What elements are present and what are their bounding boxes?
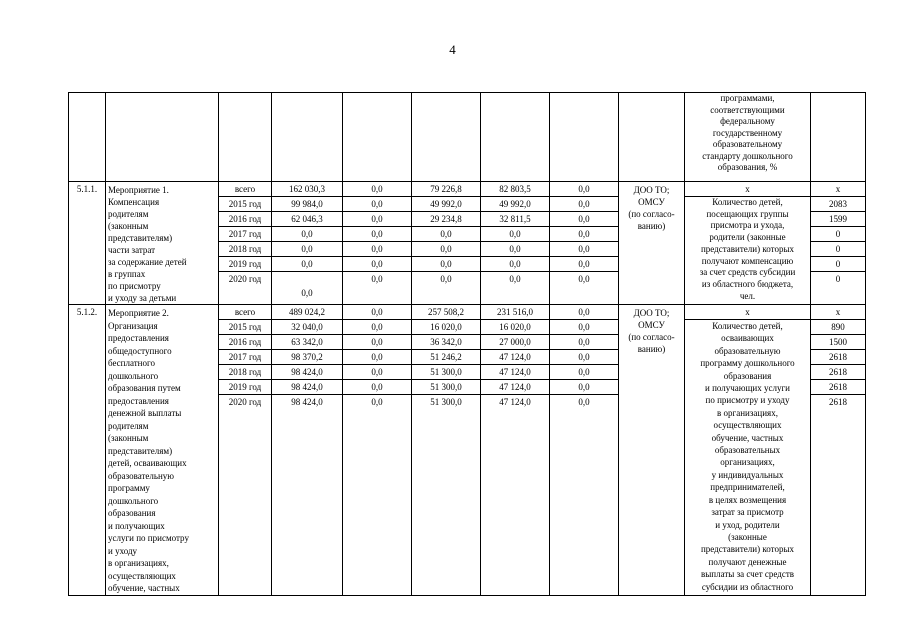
total-value: 0,0 bbox=[272, 227, 342, 242]
indicator-cell: программами, соответствующими федеральному государственному образовательному стандарту дошкольного образования, % bbox=[685, 93, 811, 182]
table-row-continuation bbox=[69, 93, 866, 182]
total-value: 98 370,2 bbox=[272, 350, 342, 365]
other-value: 0,0 bbox=[550, 380, 618, 395]
other-value: 0,0 bbox=[578, 274, 590, 284]
indicator-value: 2618 bbox=[811, 350, 865, 365]
total-value: 32 040,0 bbox=[272, 320, 342, 335]
year-label: 2016 год bbox=[219, 335, 271, 350]
value-cell bbox=[811, 305, 866, 596]
description-cell bbox=[106, 93, 219, 182]
year-label: 2019 год bbox=[219, 380, 271, 395]
indicator-value: 0 bbox=[811, 257, 865, 272]
other-value: 0,0 bbox=[550, 335, 618, 350]
description-cell: Мероприятие 1. Компенсация родителям (законным представителям) части затрат за содержание детей в группах по присмотру и уходу за детьми bbox=[106, 182, 219, 305]
other-value: 0,0 bbox=[578, 397, 590, 407]
indicator-value: 2083 bbox=[811, 197, 865, 212]
other-value: 0,0 bbox=[550, 227, 618, 242]
executor-cell bbox=[619, 93, 685, 182]
indicator-head: х bbox=[685, 182, 810, 197]
years-cell bbox=[219, 93, 272, 182]
other-cell bbox=[550, 305, 619, 596]
other-cell bbox=[550, 93, 619, 182]
indicator-value: 890 bbox=[811, 320, 865, 335]
year-label: 2018 год bbox=[219, 365, 271, 380]
other-value: 0,0 bbox=[550, 305, 618, 320]
indicator-value: х bbox=[811, 182, 865, 197]
federal-value: 0,0 bbox=[343, 320, 411, 335]
federal-value: 0,0 bbox=[343, 350, 411, 365]
regional-value: 51 300,0 bbox=[430, 397, 462, 407]
federal-value: 0,0 bbox=[343, 335, 411, 350]
local-value: 0,0 bbox=[481, 242, 549, 257]
other-value: 0,0 bbox=[550, 320, 618, 335]
federal-value: 0,0 bbox=[371, 274, 383, 284]
year-label: 2020 год bbox=[228, 397, 262, 407]
federal-value: 0,0 bbox=[343, 182, 411, 197]
other-value: 0,0 bbox=[550, 365, 618, 380]
indicator-value: 1599 bbox=[811, 212, 865, 227]
year-label: 2016 год bbox=[219, 212, 271, 227]
total-value: 63 342,0 bbox=[272, 335, 342, 350]
federal-value: 0,0 bbox=[343, 305, 411, 320]
year-label: 2017 год bbox=[219, 350, 271, 365]
year-label: 2018 год bbox=[219, 242, 271, 257]
value-cell bbox=[811, 93, 866, 182]
local-value: 16 020,0 bbox=[481, 320, 549, 335]
indicator-cell bbox=[685, 182, 811, 305]
local-value: 32 811,5 bbox=[481, 212, 549, 227]
other-value: 0,0 bbox=[550, 212, 618, 227]
indicator-value: 2618 bbox=[829, 397, 847, 407]
value-cell bbox=[811, 182, 866, 305]
regional-value: 0,0 bbox=[412, 257, 480, 272]
regional-value: 49 992,0 bbox=[412, 197, 480, 212]
year-label: 2020 год bbox=[228, 274, 262, 284]
indicator-text: Количество детей, посещающих группы присмотра и ухода, родители (законные представители) которых получают компенсацию за счет средств субсидии из областного бюджета, чел. bbox=[699, 197, 796, 301]
other-value: 0,0 bbox=[550, 182, 618, 197]
regional-value: 257 508,2 bbox=[412, 305, 480, 320]
regional-value: 0,0 bbox=[412, 242, 480, 257]
total-value: 98 424,0 bbox=[272, 365, 342, 380]
indicator-cell bbox=[685, 305, 811, 596]
local-cell bbox=[481, 93, 550, 182]
regional-cell bbox=[412, 93, 481, 182]
federal-value: 0,0 bbox=[371, 397, 383, 407]
regional-cell bbox=[412, 305, 481, 596]
total-cell bbox=[272, 305, 343, 596]
indicator-head: х bbox=[685, 305, 810, 320]
indicator-value: 2618 bbox=[811, 365, 865, 380]
local-cell bbox=[481, 182, 550, 305]
local-value: 231 516,0 bbox=[481, 305, 549, 320]
executor-cell: ДОО ТО; ОМСУ (по согласо- ванию) bbox=[619, 182, 685, 305]
total-cell bbox=[272, 182, 343, 305]
federal-value: 0,0 bbox=[343, 365, 411, 380]
total-value: 0,0 bbox=[272, 257, 342, 272]
total-value: 62 046,3 bbox=[272, 212, 342, 227]
other-value: 0,0 bbox=[550, 242, 618, 257]
indicator-text: Количество детей, осваивающих образовательную программу дошкольного образования и получающих услуги по присмотру и уходу в организациях, осуществляющих обучение, частных образовательных организациях, у индивидуальных предпринимателей, в целях возмещения затрат за присмотр и уход, родители (законные представители) которых получают денежные выплаты за счет средств субсидии из областного bbox=[700, 321, 795, 592]
regional-cell bbox=[412, 182, 481, 305]
program-table bbox=[68, 92, 866, 596]
local-value: 47 124,0 bbox=[499, 397, 531, 407]
federal-value: 0,0 bbox=[343, 212, 411, 227]
total-value: 0,0 bbox=[301, 288, 313, 298]
total-value bbox=[272, 272, 342, 286]
total-value: 98 424,0 bbox=[291, 397, 323, 407]
page-number: 4 bbox=[449, 42, 456, 57]
total-cell bbox=[272, 93, 343, 182]
local-value: 47 124,0 bbox=[481, 350, 549, 365]
other-cell bbox=[550, 182, 619, 305]
description-cell: Мероприятие 2. Организация предоставления общедоступного бесплатного дошкольного образования путем предоставления денежной выплаты родителям (законным представителям) детей, осваивающих образовательную программу дошкольного образования и получающих услуги по присмотру и уходу в организациях, осуществляющих обучение, частных bbox=[106, 305, 219, 596]
local-value: 47 124,0 bbox=[481, 365, 549, 380]
federal-value: 0,0 bbox=[343, 242, 411, 257]
years-cell bbox=[219, 305, 272, 596]
year-label: всего bbox=[219, 305, 271, 320]
regional-value: 36 342,0 bbox=[412, 335, 480, 350]
local-cell bbox=[481, 305, 550, 596]
regional-value: 0,0 bbox=[412, 227, 480, 242]
regional-value: 29 234,8 bbox=[412, 212, 480, 227]
federal-value: 0,0 bbox=[343, 197, 411, 212]
federal-value: 0,0 bbox=[343, 380, 411, 395]
indicator-value: х bbox=[811, 305, 865, 320]
other-value: 0,0 bbox=[550, 257, 618, 272]
total-value: 162 030,3 bbox=[272, 182, 342, 197]
local-value: 27 000,0 bbox=[481, 335, 549, 350]
regional-value: 79 226,8 bbox=[412, 182, 480, 197]
code-cell: 5.1.1. bbox=[69, 182, 106, 305]
indicator-value: 2618 bbox=[811, 380, 865, 395]
table-row bbox=[69, 182, 866, 305]
executor-cell: ДОО ТО; ОМСУ (по согласо- ванию) bbox=[619, 305, 685, 596]
year-label: 2017 год bbox=[219, 227, 271, 242]
regional-value: 51 246,2 bbox=[412, 350, 480, 365]
indicator-value: 0 bbox=[811, 242, 865, 257]
total-value: 489 024,2 bbox=[272, 305, 342, 320]
table-row bbox=[69, 305, 866, 596]
federal-value: 0,0 bbox=[343, 257, 411, 272]
federal-cell bbox=[343, 305, 412, 596]
years-cell bbox=[219, 182, 272, 305]
local-value: 49 992,0 bbox=[481, 197, 549, 212]
regional-value: 51 300,0 bbox=[412, 380, 480, 395]
other-value: 0,0 bbox=[550, 350, 618, 365]
federal-value: 0,0 bbox=[343, 227, 411, 242]
indicator-value: 1500 bbox=[811, 335, 865, 350]
year-label: 2015 год bbox=[219, 197, 271, 212]
regional-value: 0,0 bbox=[440, 274, 452, 284]
local-value: 0,0 bbox=[509, 274, 521, 284]
total-value: 99 984,0 bbox=[272, 197, 342, 212]
regional-value: 16 020,0 bbox=[412, 320, 480, 335]
code-cell: 5.1.2. bbox=[69, 305, 106, 596]
local-value: 82 803,5 bbox=[481, 182, 549, 197]
local-value: 0,0 bbox=[481, 257, 549, 272]
code-cell bbox=[69, 93, 106, 182]
indicator-value: 0 bbox=[811, 227, 865, 242]
federal-cell bbox=[343, 93, 412, 182]
year-label: 2019 год bbox=[219, 257, 271, 272]
local-value: 0,0 bbox=[481, 227, 549, 242]
total-value: 0,0 bbox=[272, 242, 342, 257]
indicator-value: 0 bbox=[835, 274, 841, 284]
federal-cell bbox=[343, 182, 412, 305]
regional-value: 51 300,0 bbox=[412, 365, 480, 380]
total-value: 98 424,0 bbox=[272, 380, 342, 395]
year-label: 2015 год bbox=[219, 320, 271, 335]
year-label: всего bbox=[219, 182, 271, 197]
local-value: 47 124,0 bbox=[481, 380, 549, 395]
other-value: 0,0 bbox=[550, 197, 618, 212]
